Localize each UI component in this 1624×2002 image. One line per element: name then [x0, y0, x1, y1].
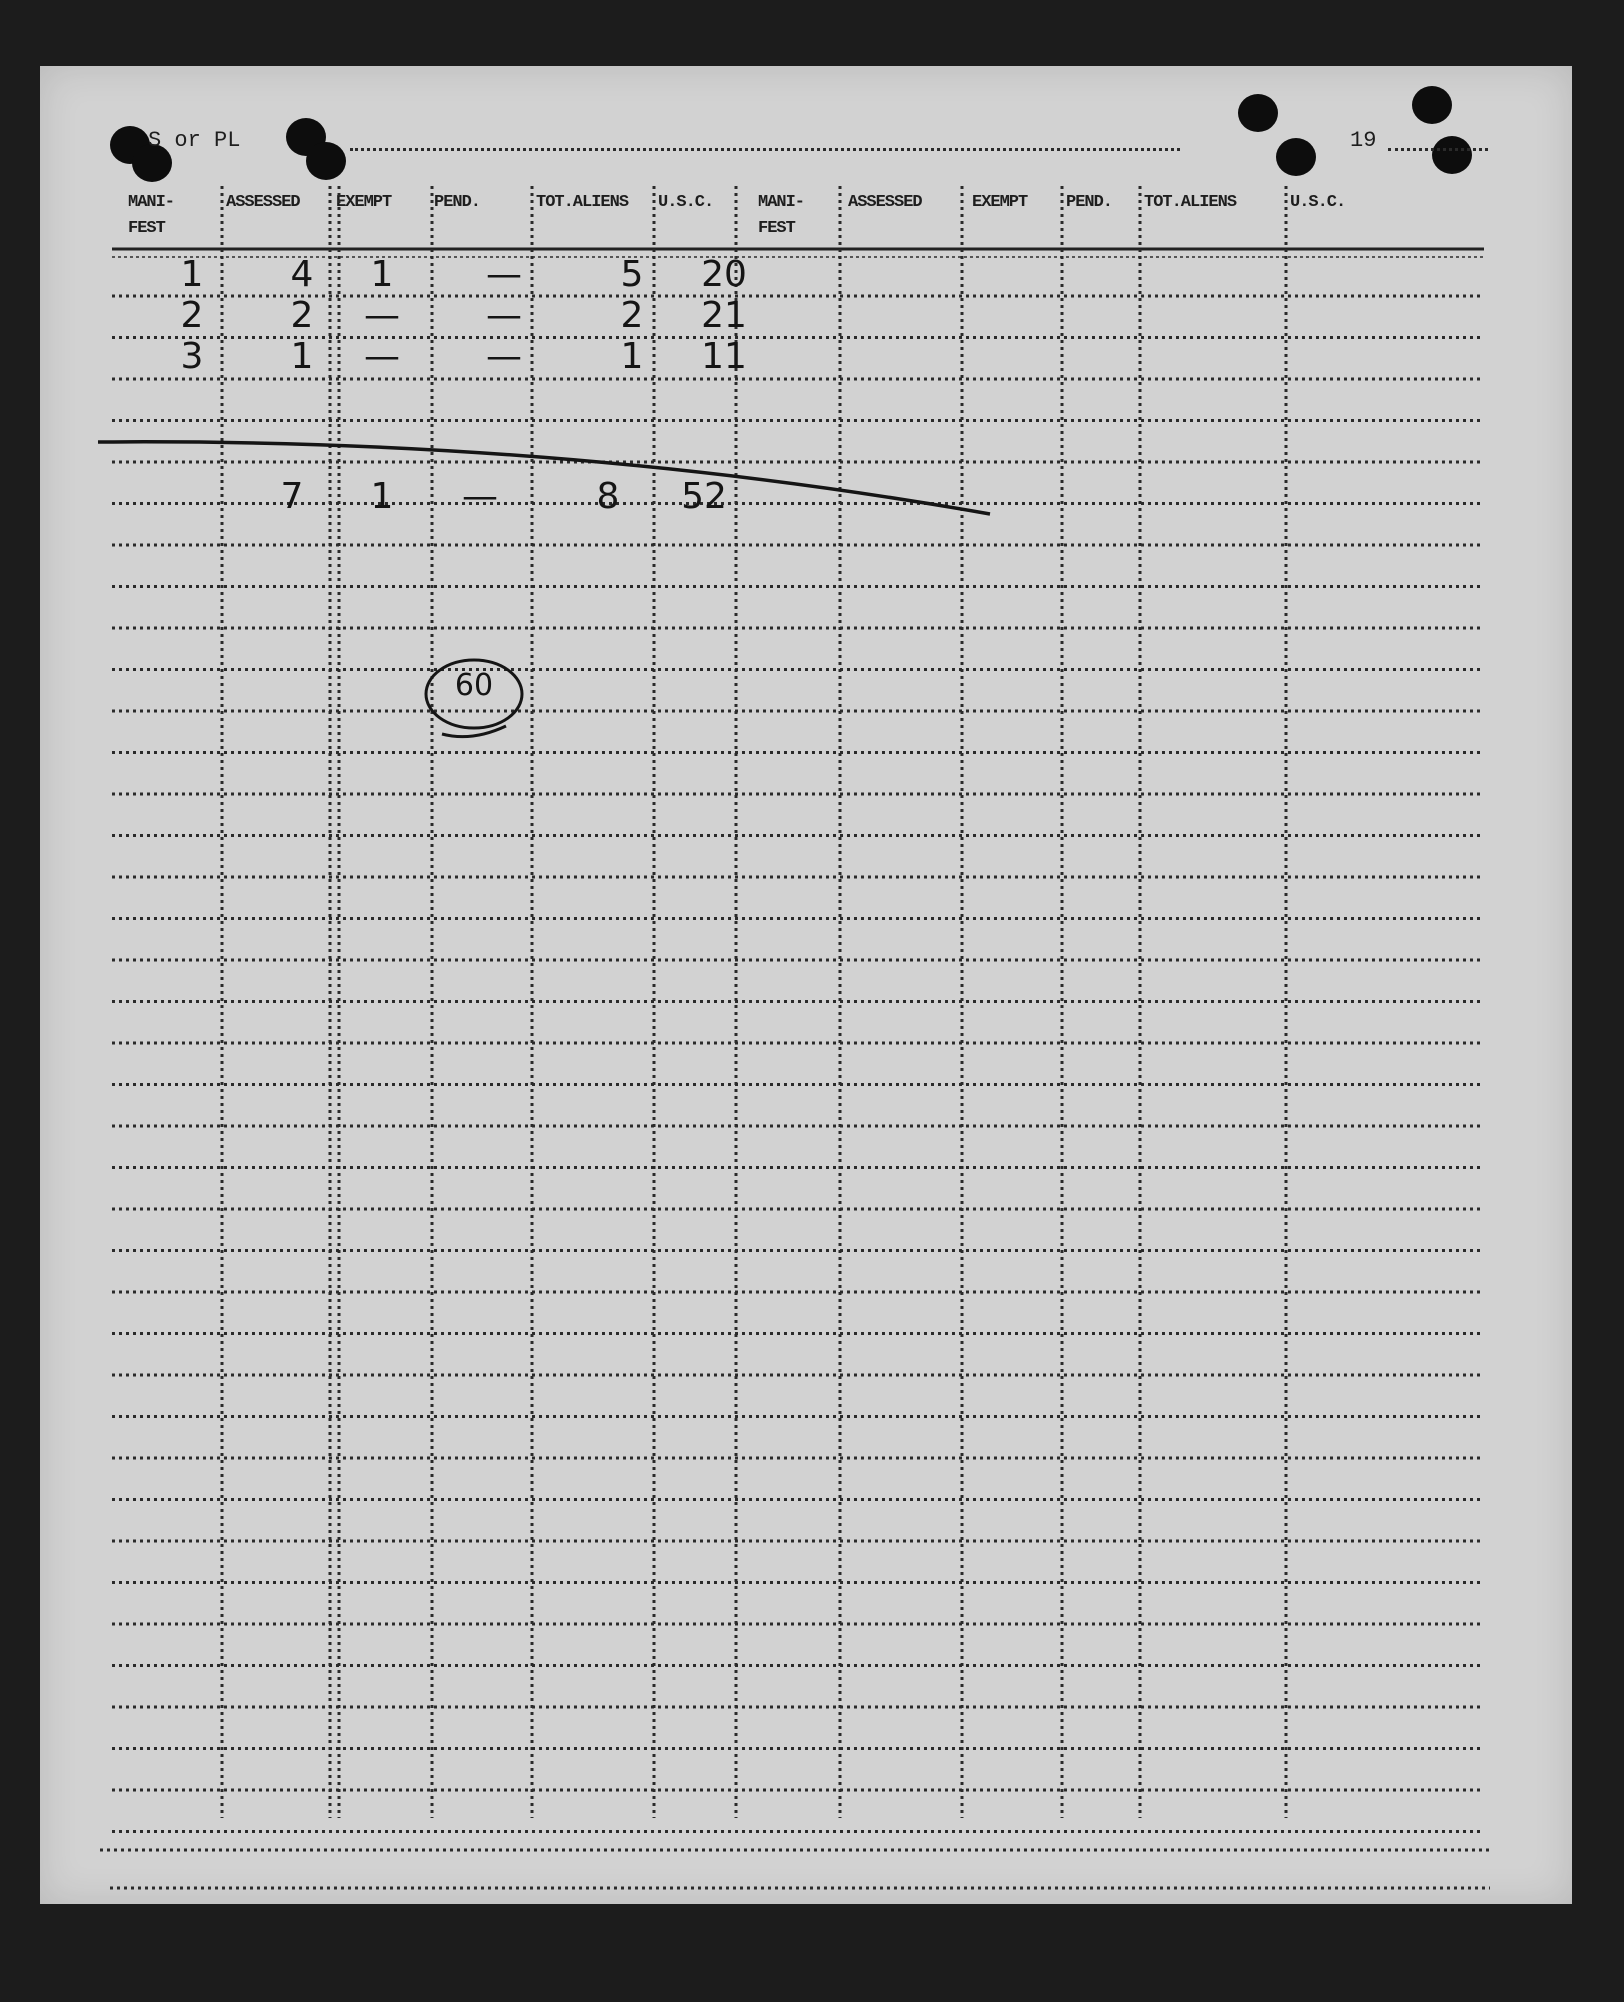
- entry-manifest: 1: [180, 254, 204, 295]
- entry-pend: —: [486, 336, 522, 377]
- column-header: PEND.: [434, 193, 481, 212]
- entry-pend: —: [486, 295, 522, 336]
- column-header: MANI- FEST: [758, 193, 805, 238]
- entry-exempt: 1: [370, 254, 394, 295]
- circled-note: 60: [454, 668, 494, 703]
- total-tot-aliens: 8: [596, 476, 620, 517]
- entry-assessed: 2: [290, 295, 314, 336]
- total-usc: 52: [681, 476, 727, 517]
- entry-assessed: 4: [290, 254, 314, 295]
- column-header: TOT.ALIENS: [536, 193, 629, 212]
- column-header: PEND.: [1066, 193, 1113, 212]
- entry-manifest: 3: [180, 336, 204, 377]
- entry-tot-aliens: 1: [620, 336, 644, 377]
- header-left-label: S or PL: [148, 128, 241, 153]
- column-header: TOT.ALIENS: [1144, 193, 1237, 212]
- entry-usc: 11: [701, 336, 747, 377]
- entry-tot-aliens: 2: [620, 295, 644, 336]
- entry-pend: —: [486, 254, 522, 295]
- column-header: MANI- FEST: [128, 193, 175, 238]
- header-year-label: 19: [1350, 128, 1377, 153]
- entry-exempt: —: [364, 295, 400, 336]
- total-pend: —: [462, 476, 498, 517]
- entry-usc: 20: [701, 254, 747, 295]
- column-header: EXEMPT: [336, 193, 392, 212]
- entry-assessed: 1: [290, 336, 314, 377]
- column-header: U.S.C.: [658, 193, 714, 212]
- entry-tot-aliens: 5: [620, 254, 644, 295]
- entry-manifest: 2: [180, 295, 204, 336]
- column-header: EXEMPT: [972, 193, 1028, 212]
- total-exempt: 1: [370, 476, 394, 517]
- total-assessed: 7: [280, 476, 304, 517]
- column-header: ASSESSED: [848, 193, 922, 212]
- column-header: U.S.C.: [1290, 193, 1346, 212]
- ledger-grid: [40, 66, 1572, 1904]
- entry-usc: 21: [701, 295, 747, 336]
- column-header: ASSESSED: [226, 193, 300, 212]
- entry-exempt: —: [364, 336, 400, 377]
- manifest-form-sheet: [40, 66, 1572, 1904]
